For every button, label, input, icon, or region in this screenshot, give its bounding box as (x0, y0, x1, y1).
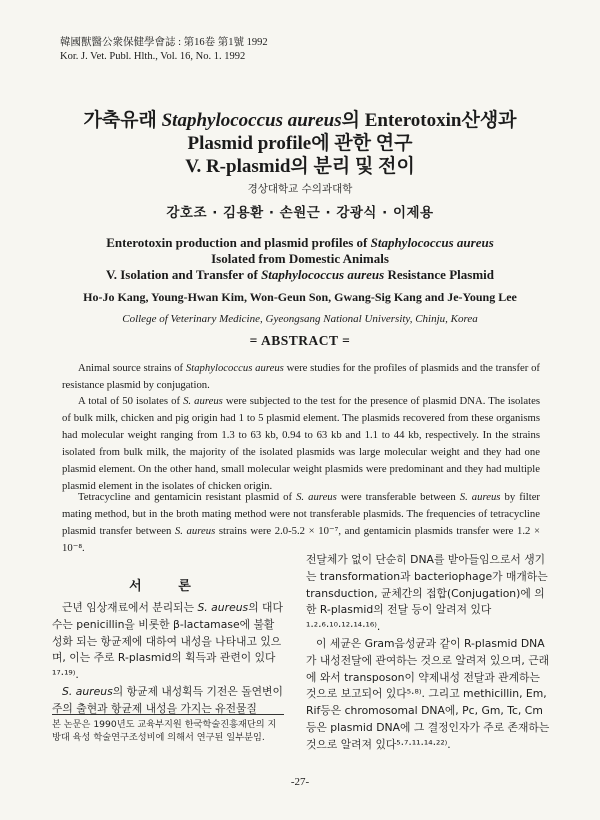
title-ko-line2: Plasmid profile에 관한 연구 (187, 133, 413, 154)
right-paragraph-1: 전달체가 없이 단순히 DNA를 받아들임으로서 생기는 transformation과 bacteriophage가 매개하는 transduction, 균체간의 접합(Conjugation)에 의한 R-plasmid의 전달 등이 알려져 있다¹·²·⁶·¹⁰·¹²·¹⁴·¹⁶⁾. (306, 553, 548, 634)
title-ko-line3: V. R-plasmid의 분리 및 전이 (185, 156, 415, 177)
footnote-divider (52, 714, 284, 715)
abstract-paragraph-1 (62, 360, 540, 394)
affiliation-ko: 경상대학교 수의과대학 (247, 183, 353, 195)
journal-header (60, 36, 268, 64)
abstract-text-1: Animal source strains of Staphylococcus aureus were studies for the profiles of plasmids and the transfer of resistance plasmid by conjugation. (62, 362, 540, 391)
authors-en: Ho-Jo Kang, Young-Hwan Kim, Won-Geun Son, Gwang-Sig Kang and Je-Young Lee (83, 290, 517, 304)
intro-heading: 서 론 (129, 579, 207, 594)
authors-ko: 강호조 · 김용환 · 손원근 · 강광식 · 이제용 (166, 205, 434, 221)
page-number: -27- (290, 776, 310, 788)
left-paragraph-1: 근년 임상재료에서 분리되는 S. aureus의 대다수는 penicillin을 비롯한 β-lactamase에 불활성화 되는 항균제에 대하여 내성을 나타내고 있으며, 이는 주로 R-plasmid의 획득과 관련이 있다¹⁷·¹⁹⁾. (52, 601, 283, 682)
title-en-line3: V. Isolation and Transfer of Staphylococcus aureus Resistance Plasmid (105, 267, 494, 282)
abstract-text-3: Tetracycline and gentamicin resistant plasmid of S. aureus were transferable between S. aureus by filter mating method, but in the broth mating method were not transferable plasmids. The frequencies of tetracycline plasmid transfer between S. aureus strains were 2.0-5.2 × 10⁻⁷, and gentamicin plasmids transfer were 1.2 × 10⁻⁸. (62, 491, 540, 554)
abstract-text-2: A total of 50 isolates of S. aureus were subjected to the test for the presence of plasmid DNA. The isolates of bulk milk, chicken and pig origin had 1 to 5 plasmid element. The plasmids recovered from these organisms had molecular weight ranging from 1.3 to 63 kb, 0.94 to 63 kb and 1.1 to 44 kb, respectively. In the strains isolated from bulk milk, the majority of the isolated plasmids was large molecular weight and they had one plasmid element. On the other hand, small molecular weight plasmids were predominant and they had multiple plasmid element in the isolates of chicken origin. (62, 395, 540, 492)
title-ko-line1: 가축유래 Staphylococcus aureus의 Enterotoxin산생과 (83, 110, 517, 131)
journal-header-en: Kor. J. Vet. Publ. Hlth., Vol. 16, No. 1. 1992 (60, 51, 246, 62)
title-en-line2: Isolated from Domestic Animals (211, 251, 389, 266)
right-column (306, 552, 550, 754)
abstract-paragraph-2 (62, 393, 540, 495)
abstract-paragraph-3 (62, 489, 540, 557)
abstract-heading: = ABSTRACT = (249, 333, 351, 348)
footnote: 본 논문은 1990년도 교육부지원 한국학술진흥재단의 지방대 육성 학술연구조성비에 의해서 연구된 일부분임. (52, 719, 277, 743)
left-column (52, 600, 284, 718)
left-paragraph-2: S. aureus의 항균제 내성획득 기전은 돌연변이주의 출현과 항균제 내성을 가지는 유전물질 (52, 684, 283, 715)
title-en-line1: Enterotoxin production and plasmid profiles of Staphylococcus aureus (106, 235, 494, 250)
right-paragraph-2: 이 세균은 Gram음성균과 같이 R-plasmid DNA가 내성전달에 관여하는 것으로 알려져 있으며, 근래에 와서 transposon이 약제내성 전달과 관계하는 것으로 보고되어 있다⁵·⁸⁾. 그리고 methicillin, Em, Rif등은 chromosomal DNA에, Pc, Gm, Tc, Cm등은 plasmid DNA에 그 결정인자가 주로 존재하는 것으로 알려져 있다⁵·⁷·¹¹·¹⁴·²²⁾. (306, 636, 550, 751)
affiliation-en: College of Veterinary Medicine, Gyeongsang National University, Chinju, Korea (122, 313, 478, 325)
journal-header-ko: 韓國獸醫公衆保健學會誌 : 第16卷 第1號 1992 (60, 37, 268, 48)
